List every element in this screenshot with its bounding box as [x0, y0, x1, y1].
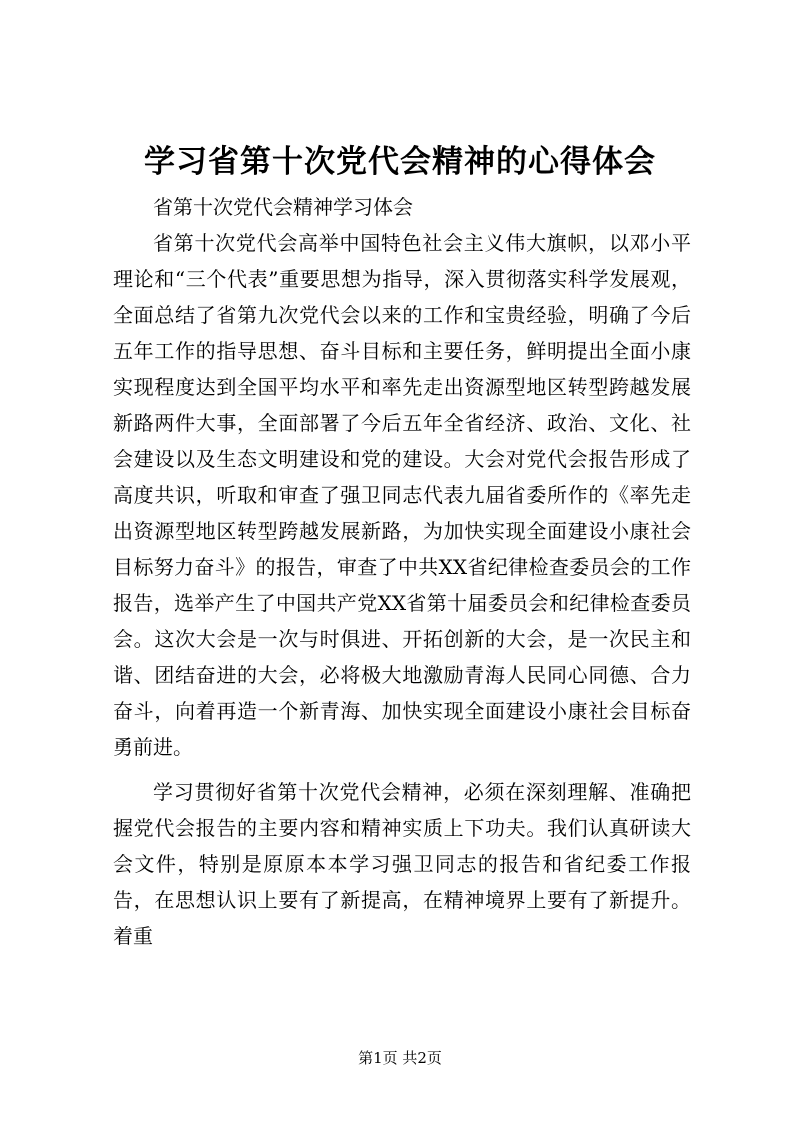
paragraph-1: 省第十次党代会高举中国特色社会主义伟大旗帜，以邓小平理论和“三个代表”重要思想为指导，深入贯彻落实科学发展观，全面总结了省第九次党代会以来的工作和宝贵经验，明确了今后五年工作的指导思想、奋斗目标和主要任务，鲜明提出全面小康实现程度达到全国平均水平和率先走出资源型地区转型跨越发展新路两件大事，全面部署了今后五年全省经济、政治、文化、社会建设以及生态文明建设和党的建设。大会对党代会报告形成了高度共识，听取和审查了强卫同志代表九届省委所作的《率先走出资源型地区转型跨越发展新路，为加快实现全面建设小康社会目标努力奋斗》的报告，审查了中共XX省纪律检查委员会的工作报告，选举产生了中国共产党XX省第十届委员会和纪律检查委员会。这次大会是一次与时俱进、开拓创新的大会，是一次民主和谐、团结奋进的大会，必将极大地激励青海人民同心同德、合力奋斗，向着再造一个新青海、加快实现全面建设小康社会目标奋勇前进。 [113, 231, 691, 759]
paragraph-2: 学习贯彻好省第十次党代会精神，必须在深刻理解、准确把握党代会报告的主要内容和精神实质上下功夫。我们认真研读大会文件，特别是原原本本学习强卫同志的报告和省纪委工作报告，在思想认识上要有了新提高，在精神境界上要有了新提升。着重 [113, 780, 691, 948]
document-body [113, 189, 691, 954]
paragraph-subtitle: 省第十次党代会精神学习体会 [153, 195, 413, 219]
page-number-footer: 第1页 共2页 [358, 1049, 442, 1067]
document-title: 学习省第十次党代会精神的心得体会 [144, 144, 656, 180]
